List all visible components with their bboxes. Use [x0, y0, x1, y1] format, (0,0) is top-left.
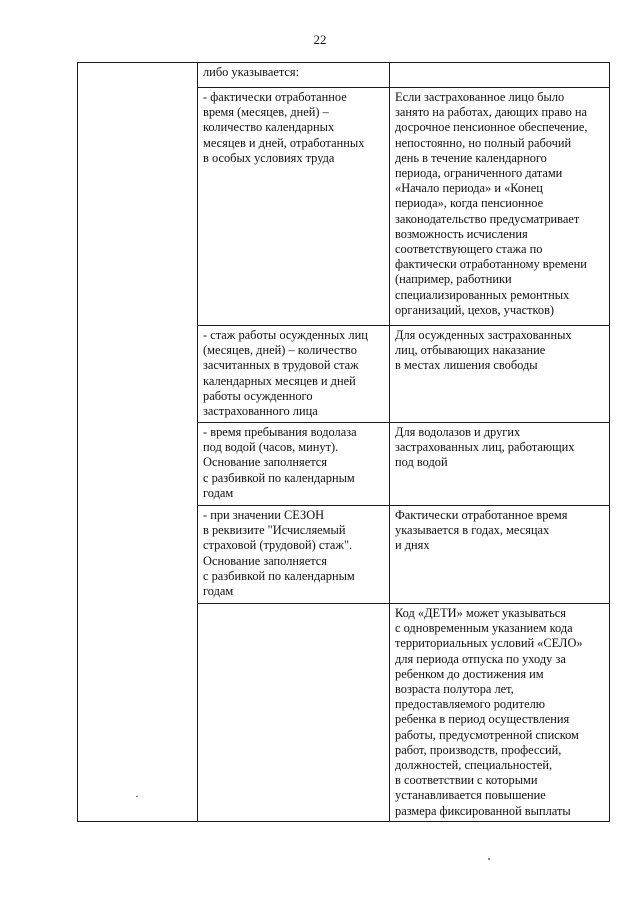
- cell-description: - при значении СЕЗОН в реквизите "Исчисляемый страховой (трудовой) стаж". Основание заполняется с разбивкой по календарным годам: [198, 506, 390, 604]
- cell-condition: [390, 63, 610, 88]
- cell-description: либо указывается:: [198, 63, 390, 88]
- page-number: 22: [313, 32, 327, 47]
- cell-description: - стаж работы осужденных лиц (месяцев, дней) – количество засчитанных в трудовой стаж календарных месяцев и дней работы осужденного застрахованного лица: [198, 326, 390, 423]
- scan-speck: [488, 858, 490, 860]
- cell-condition: Если застрахованное лицо было занято на работах, дающих право на досрочное пенсионное обеспечение, непостоянно, но полный рабочий день в течение календарного периода, ограниченного датами «Начало периода» и «Конец периода», когда пенсионное законодательство предусматривает возможность исчисления соответствующего стажа по фактически отработанному времени (например, работники специализированных ремонтных организаций, цехов, участков): [390, 88, 610, 326]
- table-row: [78, 63, 610, 88]
- cell-condition: Для водолазов и других застрахованных лиц, работающих под водой: [390, 423, 610, 506]
- cell-description: [198, 604, 390, 822]
- cell-description: - время пребывания водолаза под водой (часов, минут). Основание заполняется с разбивкой по календарным годам: [198, 423, 390, 506]
- cell-condition: Для осужденных застрахованных лиц, отбывающих наказание в местах лишения свободы: [390, 326, 610, 423]
- cell-description: - фактически отработанное время (месяцев, дней) – количество календарных месяцев и дней, отработанных в особых условиях труда: [198, 88, 390, 326]
- scan-speck: [136, 796, 138, 797]
- document-table: [77, 62, 610, 822]
- cell-code: [78, 63, 198, 822]
- cell-condition: Фактически отработанное время указывается в годах, месяцах и днях: [390, 506, 610, 604]
- cell-condition: Код «ДЕТИ» может указываться с одновременным указанием кода территориальных условий «СЕЛО» для периода отпуска по уходу за ребенком до достижения им возраста полутора лет, предоставляемого родителю ребенка в период осуществления работы, предусмотренной списком работ, производств, профессий, должностей, специальностей, в соответствии с которыми устанавливается повышение размера фиксированной выплаты: [390, 604, 610, 822]
